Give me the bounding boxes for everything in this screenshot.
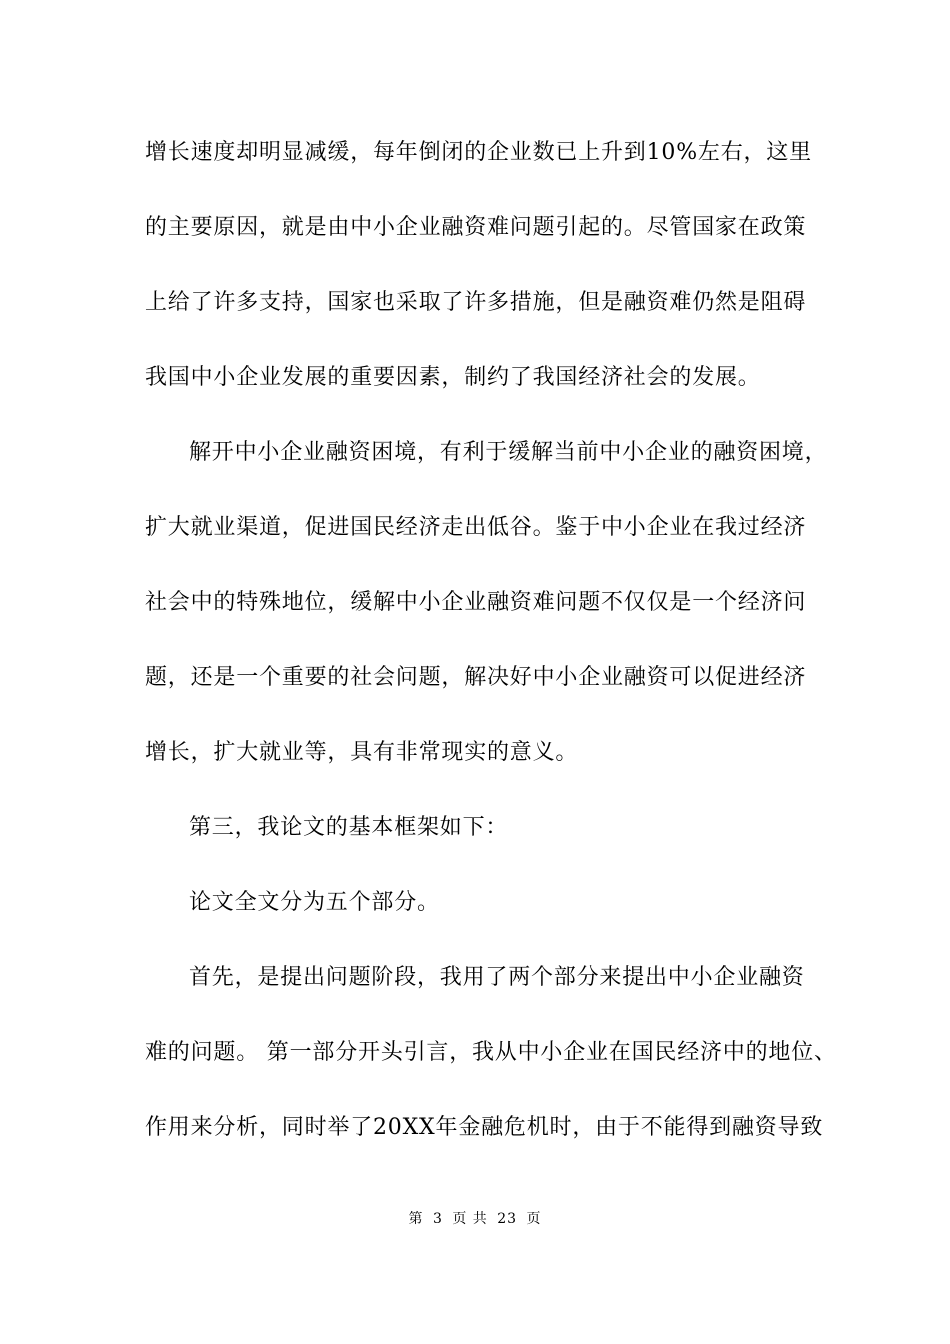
page-footer [0, 1209, 950, 1229]
text-line: 扩大就业渠道，促进国民经济走出低谷。鉴于中小企业在我过经济 [145, 515, 807, 540]
text-line: 第三，我论文的基本框架如下： [189, 815, 509, 840]
footer-middle: 页 共 [452, 1211, 488, 1227]
footer-suffix: 页 [526, 1211, 542, 1227]
text-line: 首先，是提出问题阶段，我用了两个部分来提出中小企业融资 [189, 965, 805, 990]
text-line: 题，还是一个重要的社会问题，解决好中小企业融资可以促进经济 [145, 665, 807, 690]
footer-prefix: 第 [408, 1211, 424, 1227]
text-line: 解开中小企业融资困境，有利于缓解当前中小企业的融资困境， [189, 440, 828, 465]
text-line: 作用来分析，同时举了20XX年金融危机时，由于不能得到融资导致 [145, 1115, 824, 1140]
footer-total-pages: 23 [497, 1211, 518, 1227]
footer-page-number: 3 [432, 1211, 443, 1227]
text-line: 的主要原因，就是由中小企业融资难问题引起的。尽管国家在政策 [145, 215, 807, 240]
text-line: 增长速度却明显减缓，每年倒闭的企业数已上升到10%左右，这里 [145, 140, 812, 165]
text-line: 上给了许多支持，国家也采取了许多措施，但是融资难仍然是阻碍 [145, 290, 807, 315]
text-line: 社会中的特殊地位，缓解中小企业融资难问题不仅仅是一个经济问 [145, 590, 807, 615]
text-line: 论文全文分为五个部分。 [189, 890, 440, 915]
text-line: 增长，扩大就业等，具有非常现实的意义。 [145, 740, 579, 765]
text-line: 难的问题。 第一部分开头引言，我从中小企业在国民经济中的地位、 [145, 1040, 837, 1065]
text-line: 我国中小企业发展的重要因素，制约了我国经济社会的发展。 [145, 365, 761, 390]
